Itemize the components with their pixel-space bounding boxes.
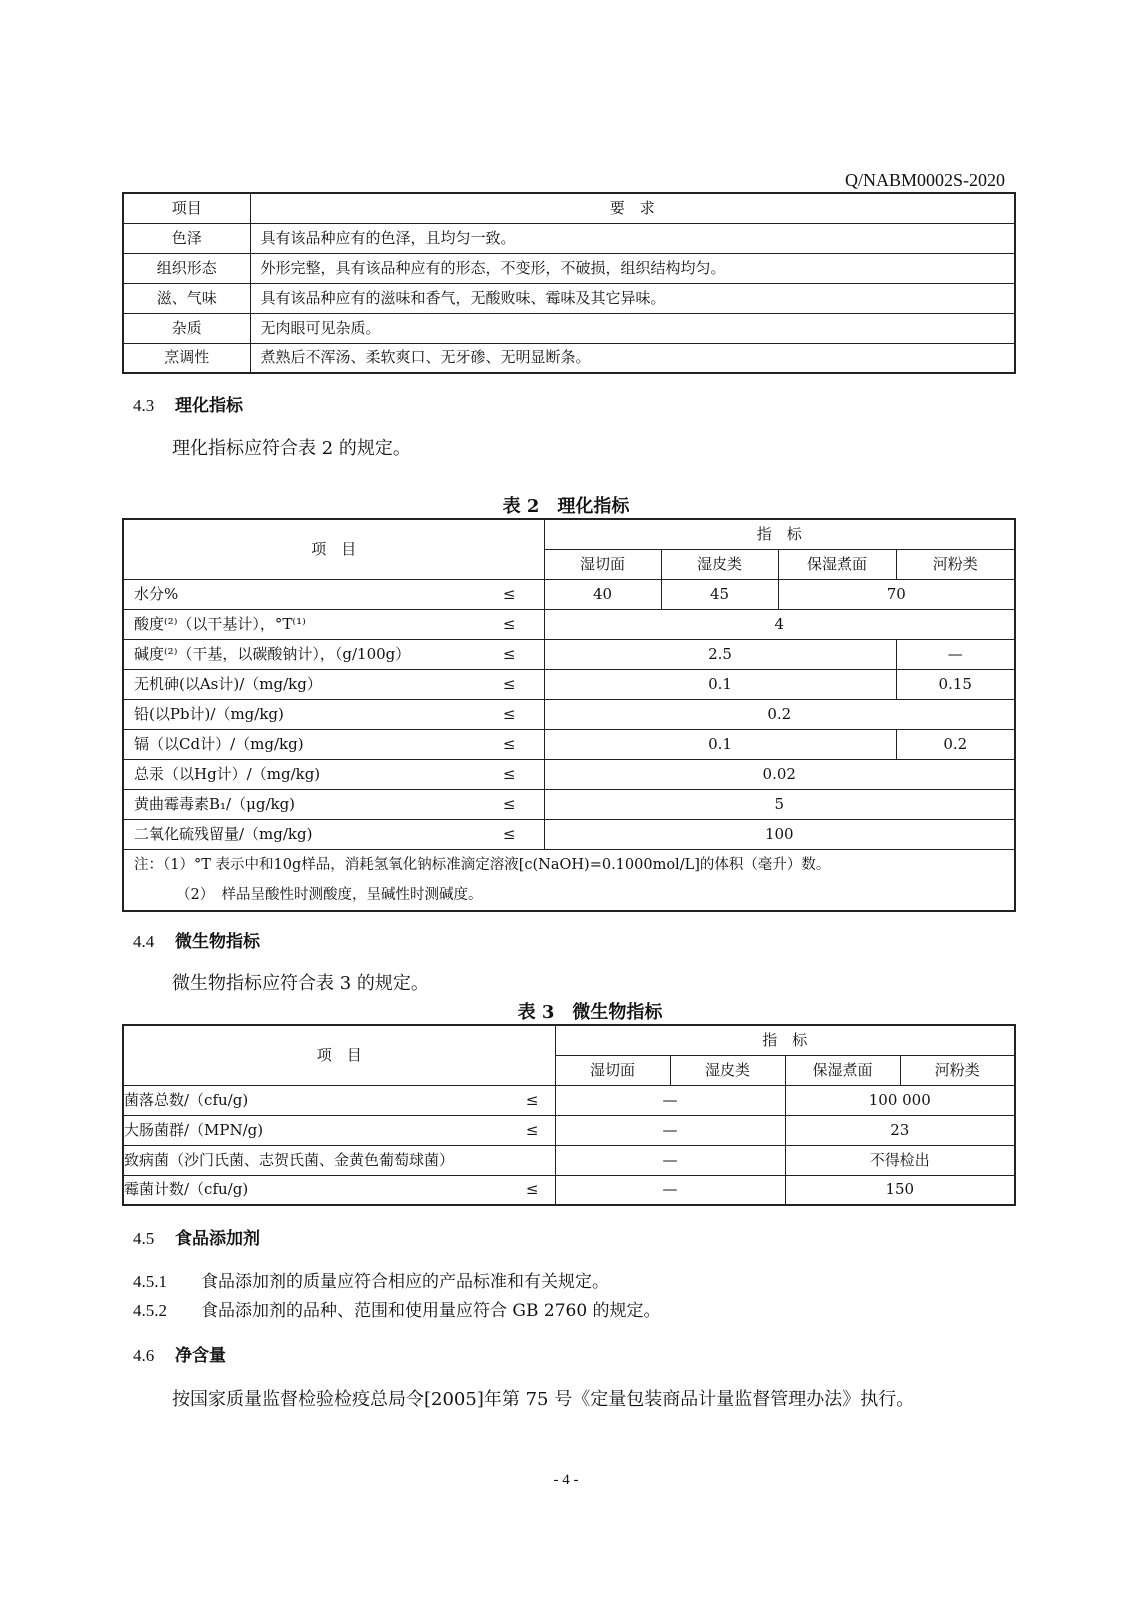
col-wet-cut-noodle: 湿切面 [544,549,661,579]
row-name: 铅(以Pb计)/（mg/kg) [134,704,284,723]
table-note-2: （2） 样品呈酸性时测酸度，呈碱性时测碱度。 [176,886,483,903]
table-note-row [123,849,1015,911]
cell-value: 45 [661,579,778,609]
le-symbol: ≤ [525,1120,539,1139]
clause-text: 食品添加剂的品种、范围和使用量应符合 GB 2760 的规定。 [201,1301,661,1321]
table-row [123,639,1015,669]
table-row [123,343,1015,373]
row-item: 色泽 [123,223,250,253]
table-row [123,579,1015,609]
section-4-4-text: 微生物指标应符合表 3 的规定。 [172,973,429,994]
row-name: 大肠菌群/（MPN/g) [124,1120,264,1139]
le-symbol: ≤ [502,614,516,633]
row-name: 霉菌计数/（cfu/g) [124,1180,249,1199]
header-index: 指 标 [544,519,1015,549]
col-moist-boiled-noodle: 保湿煮面 [785,1055,900,1085]
le-symbol: ≤ [502,674,516,693]
row-requirement: 具有该品种应有的色泽，且均匀一致。 [250,223,1015,253]
page-number: - 4 - [553,1472,579,1488]
table-note-1: 注：（1）°T 表示中和10g样品，消耗氢氧化钠标准滴定溶液[c(NaOH)=0.1000mol/L]的体积（毫升）数。 [134,856,831,873]
le-symbol: ≤ [502,764,516,783]
document-id: Q/NABM0002S-2020 [844,170,1005,190]
cell-value: 0.15 [896,669,1015,699]
sensory-table [122,192,1016,374]
table-row [123,759,1015,789]
cell-value: 不得检出 [785,1145,1015,1175]
table-row [123,313,1015,343]
cell-value: 4 [544,609,1015,639]
section-4-5-heading [133,1224,260,1249]
table-row [123,1085,1015,1115]
section-4-6-heading [133,1341,226,1366]
cell-value: 0.1 [544,729,896,759]
cell-value: 5 [544,789,1015,819]
row-item: 烹调性 [123,343,250,373]
clause-text: 食品添加剂的质量应符合相应的产品标准和有关规定。 [201,1272,609,1292]
cell-value: — [555,1175,785,1205]
table-row [123,1145,1015,1175]
table-row [123,1175,1015,1205]
cell-value: 0.2 [896,729,1015,759]
section-number: 4.5 [133,1229,155,1248]
col-wet-wrapper: 湿皮类 [661,549,778,579]
section-title: 理化指标 [175,396,243,416]
table-row [123,699,1015,729]
clause-number: 4.5.2 [133,1301,167,1320]
table-row [123,253,1015,283]
section-title: 食品添加剂 [175,1229,260,1249]
col-rice-noodle: 河粉类 [900,1055,1015,1085]
row-requirement: 外形完整，具有该品种应有的形态，不变形，不破损，组织结构均匀。 [250,253,1015,283]
table-row [123,1115,1015,1145]
cell-value: 2.5 [544,639,896,669]
section-title: 微生物指标 [175,932,260,952]
cell-value: — [896,639,1015,669]
row-name: 黄曲霉毒素B₁/（μg/kg) [134,794,296,813]
row-name: 水分% [134,584,179,603]
cell-value: 0.1 [544,669,896,699]
cell-value: 0.2 [544,699,1015,729]
row-requirement: 煮熟后不浑汤、柔软爽口、无牙碜、无明显断条。 [250,343,1015,373]
cell-value: — [555,1145,785,1175]
row-requirement: 无肉眼可见杂质。 [250,313,1015,343]
table-row [123,283,1015,313]
section-4-6-text: 按国家质量监督检验检疫总局令[2005]年第 75 号《定量包装商品计量监督管理办法》执行。 [172,1389,915,1410]
col-rice-noodle: 河粉类 [896,549,1015,579]
header-item: 项 目 [123,519,544,579]
table-2-caption: 表 2 理化指标 [502,496,630,517]
header-item: 项目 [123,193,250,223]
row-item: 滋、气味 [123,283,250,313]
le-symbol: ≤ [502,794,516,813]
clause-4-5-1 [133,1267,609,1292]
row-name: 碱度⁽²⁾（干基，以碳酸钠计），（g/100g） [134,644,411,663]
col-moist-boiled-noodle: 保湿煮面 [778,549,896,579]
table-row [123,819,1015,849]
row-requirement: 具有该品种应有的滋味和香气，无酸败味、霉味及其它异味。 [250,283,1015,313]
table-3 [122,1024,1016,1206]
section-number: 4.4 [133,932,155,951]
le-symbol: ≤ [502,824,516,843]
cell-value: 100 000 [785,1085,1015,1115]
table-2 [122,518,1016,912]
le-symbol: ≤ [525,1090,539,1109]
section-number: 4.3 [133,396,155,415]
section-4-3-heading [133,391,243,416]
header-item: 项 目 [123,1025,555,1085]
section-number: 4.6 [133,1346,155,1365]
cell-value: 40 [544,579,661,609]
row-item: 杂质 [123,313,250,343]
cell-value: — [555,1115,785,1145]
le-symbol: ≤ [502,704,516,723]
le-symbol: ≤ [502,584,516,603]
header-index: 指 标 [555,1025,1015,1055]
section-title: 净含量 [175,1346,226,1366]
cell-value: 150 [785,1175,1015,1205]
cell-value: 0.02 [544,759,1015,789]
cell-value: — [555,1085,785,1115]
clause-number: 4.5.1 [133,1272,167,1291]
header-requirement: 要 求 [250,193,1015,223]
row-name: 二氧化硫残留量/（mg/kg) [134,824,313,843]
section-4-4-heading [133,927,260,952]
table-row [123,669,1015,699]
row-item: 组织形态 [123,253,250,283]
table-row [123,789,1015,819]
le-symbol: ≤ [525,1180,539,1199]
table-row [123,609,1015,639]
col-wet-cut-noodle: 湿切面 [555,1055,670,1085]
table-row [123,729,1015,759]
section-4-3-text: 理化指标应符合表 2 的规定。 [172,438,411,459]
row-name: 菌落总数/（cfu/g) [124,1090,249,1109]
clause-4-5-2 [133,1296,661,1321]
row-name: 致病菌（沙门氏菌、志贺氏菌、金黄色葡萄球菌） [124,1150,455,1169]
le-symbol: ≤ [502,734,516,753]
table-row [123,223,1015,253]
le-symbol: ≤ [502,644,516,663]
cell-value: 100 [544,819,1015,849]
table-3-caption: 表 3 微生物指标 [517,1002,663,1023]
row-name: 无机砷(以As计)/（mg/kg） [134,674,322,693]
col-wet-wrapper: 湿皮类 [670,1055,785,1085]
cell-value: 23 [785,1115,1015,1145]
row-name: 镉（以Cd计）/（mg/kg) [134,734,304,753]
row-name: 总汞（以Hg计）/（mg/kg) [134,764,321,783]
cell-value: 70 [778,579,1015,609]
row-name: 酸度⁽²⁾（以干基计），°T⁽¹⁾ [134,614,306,633]
